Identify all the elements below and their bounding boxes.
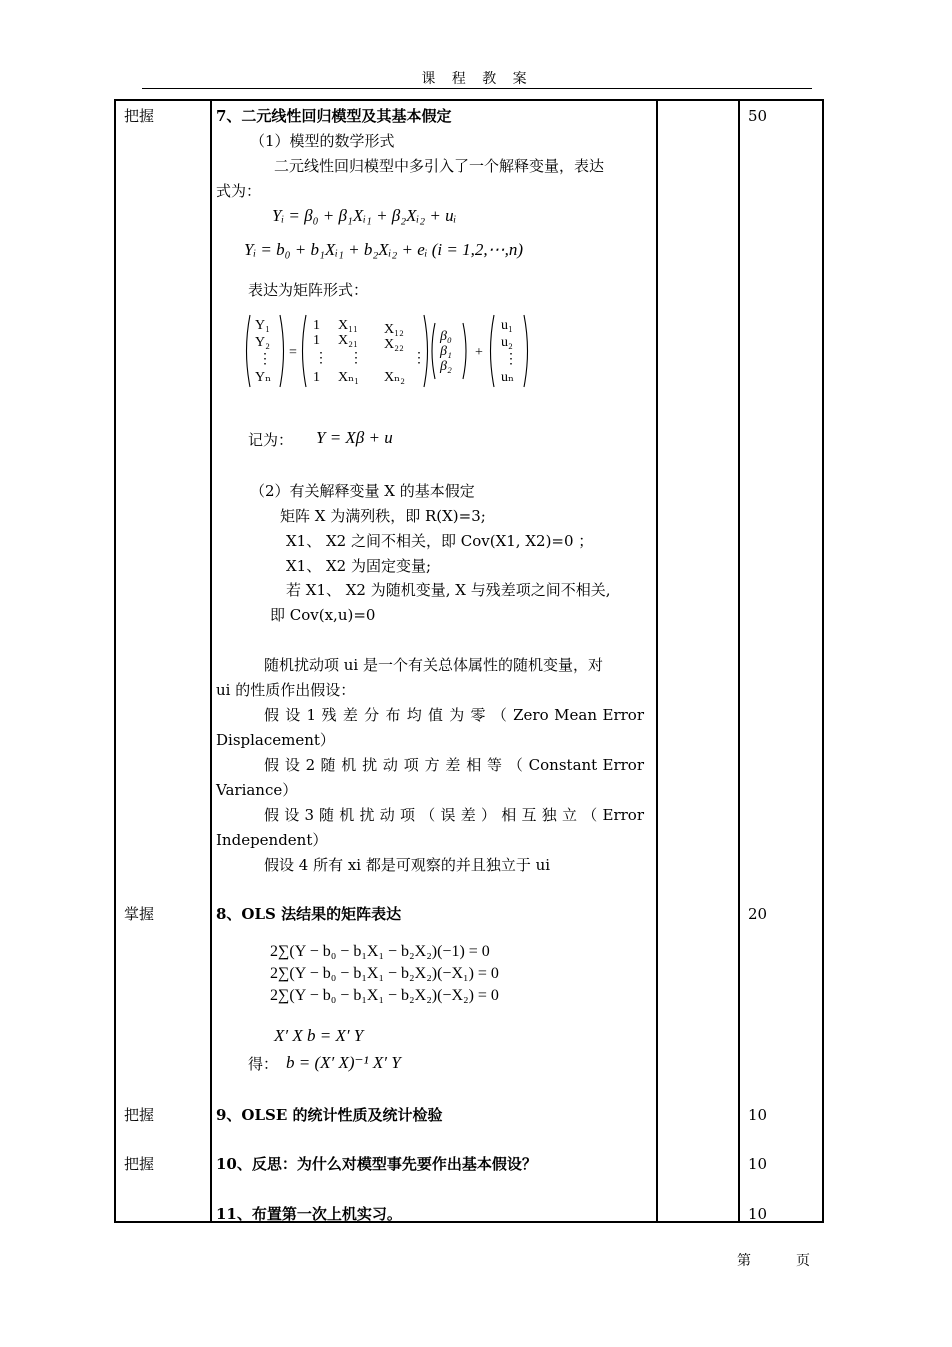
matrix-x-3-2: ⋮ bbox=[349, 351, 363, 366]
assumption-1-line1: 假 设 1 残 差 分 布 均 值 为 零 （ Zero Mean Error bbox=[264, 706, 644, 724]
matrix-beta-2: β₂ bbox=[440, 359, 452, 374]
x-assumption-1: 矩阵 X 为满列秩，即 R(X)=3; bbox=[280, 507, 486, 525]
matrix-x-1-2: X₁₁ bbox=[338, 318, 358, 333]
minutes-7: 50 bbox=[748, 107, 768, 125]
header-rule bbox=[142, 88, 812, 89]
row-label-7: 把握 bbox=[124, 107, 155, 125]
matrix-beta-0: β₀ bbox=[440, 329, 452, 344]
minutes-8: 20 bbox=[748, 905, 768, 923]
section7-sub1: （1）模型的数学形式 bbox=[250, 132, 395, 150]
section7-sub2: （2）有关解释变量 X 的基本假定 bbox=[250, 482, 475, 500]
matrix-x-3-1: ⋮ bbox=[314, 351, 328, 366]
assumption-2-line2: Variance） bbox=[216, 781, 298, 799]
minutes-column bbox=[739, 100, 823, 1222]
row-label-10: 把握 bbox=[124, 1155, 155, 1173]
matrix-x-2-2: X₂₁ bbox=[338, 333, 358, 348]
u-intro-line2: ui 的性质作出假设： bbox=[216, 681, 356, 699]
minutes-11: 10 bbox=[748, 1205, 768, 1223]
row-label-9: 把握 bbox=[124, 1106, 155, 1124]
header-title: 课 程 教 案 bbox=[421, 71, 533, 87]
matrix-intro: 表达为矩阵形式： bbox=[248, 281, 369, 299]
matrix-y-2: Y₂ bbox=[255, 335, 270, 350]
assumption-1-line2: Displacement） bbox=[216, 731, 335, 749]
footer-page-suffix: 页 bbox=[796, 1253, 810, 1269]
matrix-u-1: u₁ bbox=[501, 318, 513, 333]
section7-para1-line1: 二元线性回归模型中多引入了一个解释变量，表达 bbox=[274, 157, 605, 175]
blank-column bbox=[657, 100, 739, 1222]
model-equation: Yᵢ = β₀ + β₁Xᵢ₁ + β₂Xᵢ₂ + uᵢ bbox=[272, 206, 457, 225]
matrix-x-3-3: ⋮ bbox=[412, 351, 426, 366]
ols-equation-3: 2∑(Y − b₀ − b₁X₁ − b₂X₂)(−X₂) = 0 bbox=[270, 987, 499, 1004]
ols-equation-2: 2∑(Y − b₀ − b₁X₁ − b₂X₂)(−X₁) = 0 bbox=[270, 965, 499, 982]
x-assumption-3: X1、 X2 为固定变量; bbox=[286, 557, 432, 575]
matrix-x-4-2: Xₙ₁ bbox=[338, 370, 360, 385]
matrix-beta-1: β₁ bbox=[440, 344, 452, 359]
matrix-x-4-3: Xₙ₂ bbox=[384, 370, 406, 385]
x-assumption-4-line1: 若 X1、 X2 为随机变量, X 与残差项之间不相关, bbox=[286, 581, 611, 599]
matrix-x-4-1: 1 bbox=[313, 370, 320, 385]
matrix-y-1: Y₁ bbox=[255, 318, 270, 333]
assumption-2-line1: 假 设 2 随 机 扰 动 项 方 差 相 等 （ Constant Error bbox=[264, 756, 644, 774]
matrix-u-2: u₂ bbox=[501, 335, 513, 350]
minutes-10: 10 bbox=[748, 1155, 768, 1173]
record-label: 记为： bbox=[248, 431, 294, 449]
minutes-9: 10 bbox=[748, 1106, 768, 1124]
record-equation: Y = Xβ + u bbox=[316, 428, 393, 447]
result-label: 得： bbox=[248, 1055, 279, 1073]
section10-heading: 10、反思：为什么对模型事先要作出基本假设？ bbox=[216, 1155, 537, 1173]
matrix-plus: + bbox=[475, 345, 483, 360]
assumption-4: 假设 4 所有 xi 都是可观察的并且独立于 ui bbox=[264, 856, 551, 874]
section7-heading: 7、二元线性回归模型及其基本假定 bbox=[216, 107, 452, 125]
assumption-3-line2: Independent） bbox=[216, 831, 328, 849]
section7-para1-line2: 式为： bbox=[216, 182, 262, 200]
matrix-u-3: ⋮ bbox=[504, 352, 518, 367]
section9-heading: 9、OLSE 的统计性质及统计检验 bbox=[216, 1106, 443, 1124]
lesson-table bbox=[114, 99, 824, 1223]
ols-equation-1: 2∑(Y − b₀ − b₁X₁ − b₂X₂)(−1) = 0 bbox=[270, 943, 490, 960]
matrix-y-4: Yₙ bbox=[255, 370, 272, 385]
content-column bbox=[211, 100, 657, 1222]
section11-heading: 11、布置第一次上机实习。 bbox=[216, 1205, 402, 1223]
x-assumption-4-line2: 即 Cov(x,u)=0 bbox=[270, 606, 376, 624]
x-assumption-2: X1、 X2 之间不相关，即 Cov(X1, X2)=0 ； bbox=[286, 532, 594, 550]
matrix-equation bbox=[242, 313, 542, 389]
matrix-u-4: uₙ bbox=[501, 370, 515, 385]
label-column bbox=[115, 100, 211, 1222]
matrix-equals: = bbox=[289, 345, 297, 360]
row-label-8: 掌握 bbox=[124, 905, 155, 923]
matrix-y-3: ⋮ bbox=[258, 352, 272, 367]
result-equation: b = (X′ X)⁻¹ X′ Y bbox=[286, 1053, 401, 1072]
normal-equation: X′ X b = X′ Y bbox=[274, 1026, 364, 1045]
u-intro-line1: 随机扰动项 ui 是一个有关总体属性的随机变量，对 bbox=[264, 656, 603, 674]
footer-page-prefix: 第 bbox=[737, 1253, 751, 1269]
matrix-x-2-1: 1 bbox=[313, 333, 320, 348]
sample-equation: Yᵢ = b₀ + b₁Xᵢ₁ + b₂Xᵢ₂ + eᵢ (i = 1,2,⋯,n) bbox=[244, 240, 523, 259]
assumption-3-line1: 假 设 3 随 机 扰 动 项 （ 误 差 ） 相 互 独 立 （ Error bbox=[264, 806, 644, 824]
matrix-x-1-3: X₁₂ bbox=[384, 322, 404, 337]
section8-heading: 8、OLS 法结果的矩阵表达 bbox=[216, 905, 402, 923]
matrix-x-1-1: 1 bbox=[313, 318, 320, 333]
matrix-x-2-3: X₂₂ bbox=[384, 337, 404, 352]
